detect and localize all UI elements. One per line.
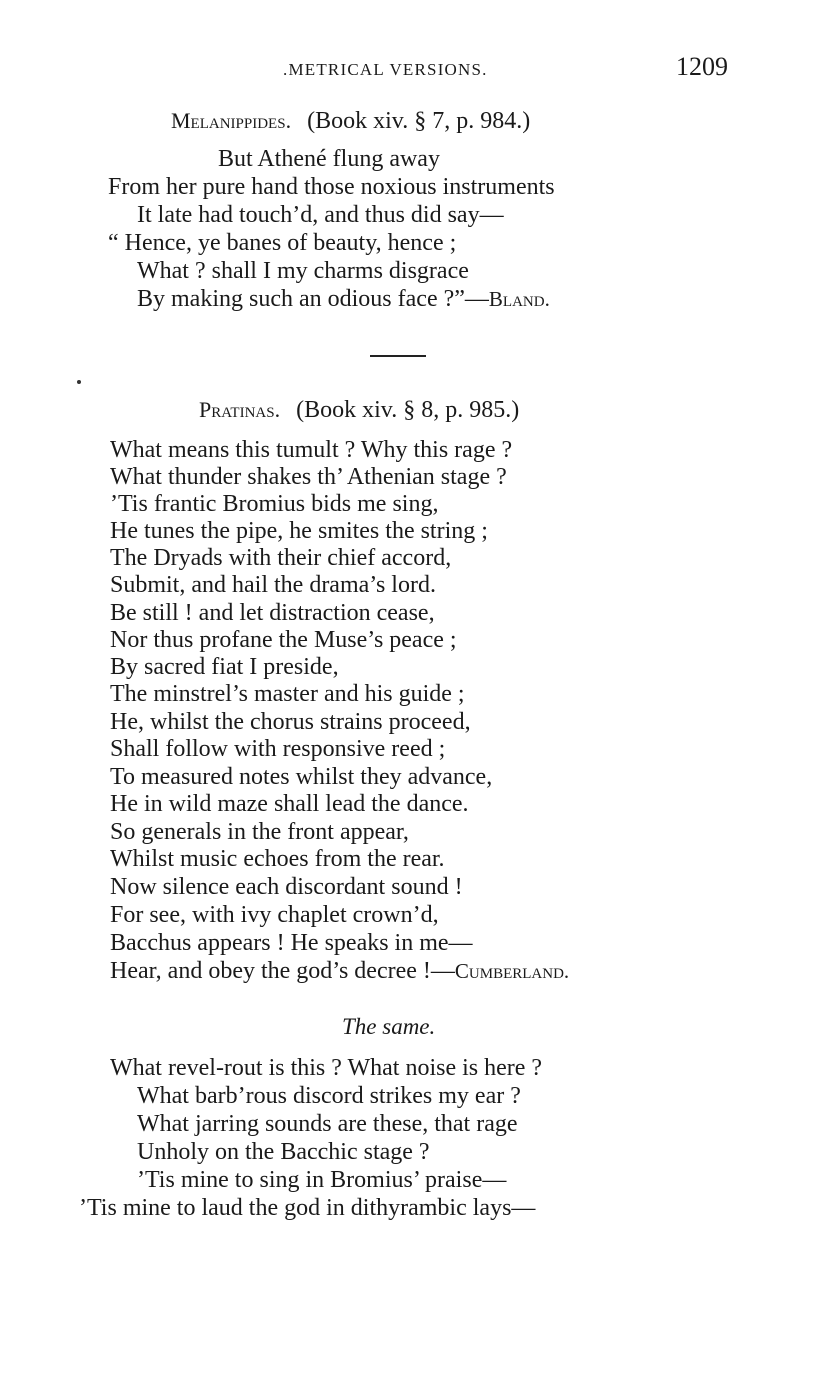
page-number: 1209 [676, 52, 728, 81]
verse-line: ’Tis frantic Bromius bids me sing, [110, 491, 439, 517]
verse-line-final [137, 286, 550, 313]
section-subheading: The same. [342, 1014, 436, 1039]
verse-line: He in wild maze shall lead the dance. [110, 791, 469, 817]
verse-line: From her pure hand those noxious instruments [108, 174, 555, 200]
verse-line: Whilst music echoes from the rear. [110, 846, 445, 872]
verse-line: Nor thus profane the Muse’s peace ; [110, 627, 457, 653]
book-reference: (Book xiv. § 7, p. 984.) [307, 108, 531, 134]
verse-line: Shall follow with responsive reed ; [110, 736, 446, 762]
running-head [0, 52, 831, 86]
verse-line: What revel-rout is this ? What noise is here ? [110, 1055, 543, 1081]
print-speck [77, 380, 81, 384]
verse-line: What thunder shakes th’ Athenian stage ? [110, 464, 507, 490]
author-name: Pratinas. [199, 397, 281, 422]
verse-line: He, whilst the chorus strains proceed, [110, 709, 471, 735]
verse-line: What ? shall I my charms disgrace [137, 258, 469, 284]
verse-line: “ Hence, ye banes of beauty, hence ; [108, 230, 457, 256]
verse-line: Submit, and hail the drama’s lord. [110, 572, 436, 598]
verse-line: Be still ! and let distraction cease, [110, 600, 435, 626]
book-reference: (Book xiv. § 8, p. 985.) [296, 397, 520, 423]
running-title: .METRICAL VERSIONS. [283, 60, 488, 79]
author-name: Melanippides. [171, 108, 292, 133]
section-heading-melanippides [171, 108, 530, 135]
verse-line: Bacchus appears ! He speaks in me— [110, 930, 473, 956]
verse-line: ’Tis mine to laud the god in dithyrambic lays— [79, 1195, 536, 1221]
verse-line: What jarring sounds are these, that rage [137, 1111, 518, 1137]
verse-line: Now silence each discordant sound ! [110, 874, 463, 900]
verse-line: But Athené flung away [218, 146, 440, 172]
attribution: Cumberland. [454, 959, 570, 983]
verse-line: Unholy on the Bacchic stage ? [137, 1139, 430, 1165]
verse-line: To measured notes whilst they advance, [110, 764, 493, 790]
verse-line: So generals in the front appear, [110, 819, 409, 845]
section-heading-pratinas [199, 397, 519, 424]
verse-line: The minstrel’s master and his guide ; [110, 681, 465, 707]
verse-line: What barb’rous discord strikes my ear ? [137, 1083, 521, 1109]
attribution: Bland. [488, 287, 550, 311]
verse-line: He tunes the pipe, he smites the string ; [110, 518, 488, 544]
verse-line: By sacred fiat I preside, [110, 654, 339, 680]
verse-line: The Dryads with their chief accord, [110, 545, 452, 571]
verse-line-final [110, 958, 569, 985]
verse-text: By making such an odious face ?”— [137, 286, 489, 312]
verse-line: What means this tumult ? Why this rage ? [110, 437, 513, 463]
verse-text: Hear, and obey the god’s decree !— [110, 958, 455, 984]
verse-line: For see, with ivy chaplet crown’d, [110, 902, 439, 928]
section-divider [370, 355, 426, 357]
verse-line: ’Tis mine to sing in Bromius’ praise— [137, 1167, 507, 1193]
verse-line: It late had touch’d, and thus did say— [137, 202, 504, 228]
